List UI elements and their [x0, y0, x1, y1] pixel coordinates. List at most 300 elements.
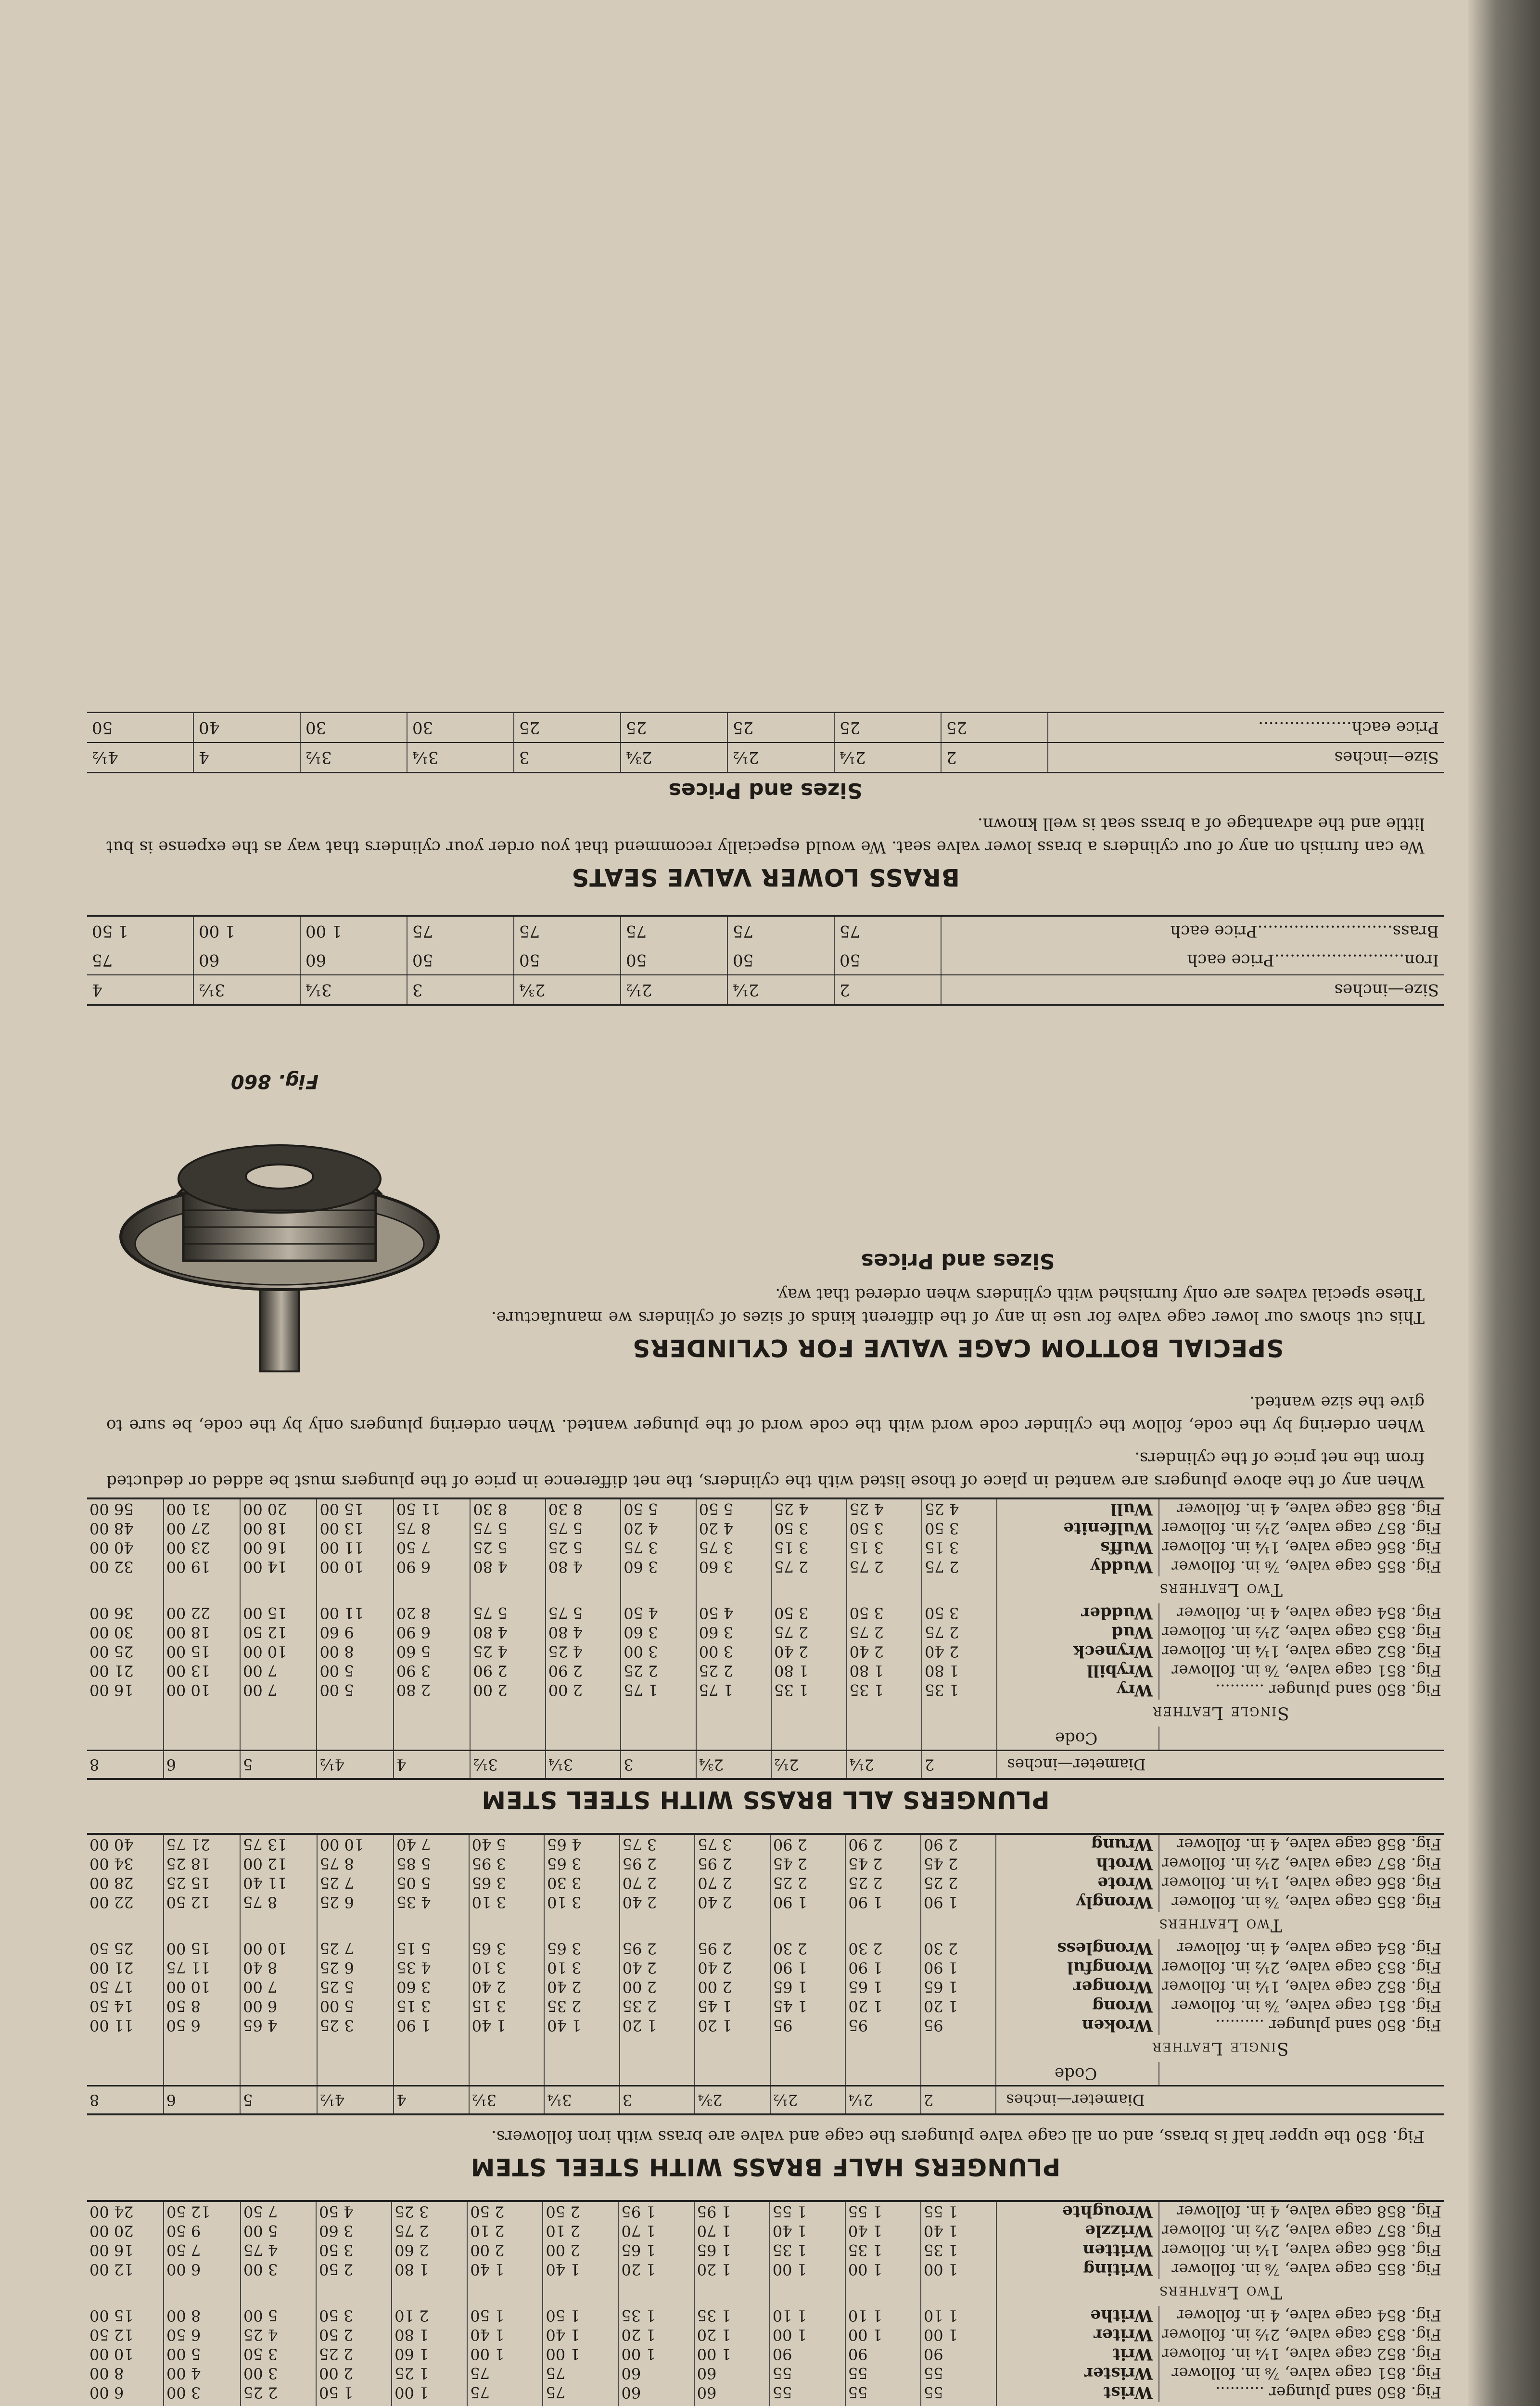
price-cell: 2 35: [620, 1996, 695, 2016]
price-cell: 3 50: [847, 1519, 922, 1538]
price-cell: 2 10: [467, 2221, 543, 2240]
table-row: [87, 1893, 1444, 1912]
price-cell: 7 50: [164, 2240, 241, 2260]
table-row: [87, 2201, 1444, 2221]
section-label: Single Leather: [1152, 1703, 1289, 1723]
price-cell: 1 50: [316, 2383, 392, 2402]
table-row: [87, 2364, 1444, 2383]
price-cell: 2 40: [695, 1958, 770, 1977]
blank-cell: [87, 2035, 164, 2062]
price-cell: 3 10: [469, 1893, 545, 1912]
price-cell: 1 45: [770, 1996, 846, 2016]
blank-cell: [317, 1576, 393, 1603]
price-cell: 13 00: [164, 1661, 240, 1680]
price-cell: 1 95: [694, 2201, 770, 2221]
blank-cell: [164, 1700, 240, 1727]
blank-cell: [394, 2035, 469, 2062]
price-cell: 2 40: [847, 1642, 922, 1661]
iron-price-table: [87, 2200, 1444, 2406]
price-cell: 50: [87, 713, 193, 743]
price-cell: 3 15: [922, 1538, 997, 1557]
code-header-row: [87, 1727, 1444, 1751]
blank-cell: [316, 2402, 392, 2406]
price-cell: 5 75: [546, 1519, 621, 1538]
half-brass-price-table: [87, 1833, 1444, 2115]
table-row: [87, 1642, 1444, 1661]
blank-cell: [922, 1576, 997, 1603]
table-row: [87, 2240, 1444, 2260]
page-content: [87, 712, 1444, 2406]
price-cell: 2 25: [621, 1661, 696, 1680]
price-cell: 2 25: [921, 1873, 996, 1893]
price-cell: 1 90: [394, 2016, 469, 2035]
price-cell: 5 15: [394, 1939, 469, 1958]
price-cell: 6 50: [164, 2325, 241, 2344]
diameter-col: 3½: [469, 2086, 545, 2115]
blank-cell: [847, 1576, 922, 1603]
blank-cell: [770, 2035, 846, 2062]
blank-cell: [164, 2402, 241, 2406]
blank-cell: [316, 2279, 392, 2306]
price-cell: 9 60: [317, 1623, 393, 1642]
price-cell: 55: [770, 2383, 845, 2402]
price-cell: 5 25: [317, 1977, 394, 1996]
price-cell: 1 00: [694, 2344, 770, 2364]
price-cell: 34 00: [87, 1854, 164, 1873]
price-cell: 8 50: [164, 1996, 241, 2016]
price-cell: 2 00: [467, 2240, 543, 2260]
price-cell: 1 40: [770, 2221, 845, 2240]
blank-cell: [394, 1700, 470, 1727]
price-cell: 1 20: [694, 2260, 770, 2279]
table-row: [87, 1623, 1444, 1642]
table-row: [87, 1498, 1444, 1519]
price-cell: 3 00: [696, 1642, 771, 1661]
diameter-label: Diameter—inches: [996, 2086, 1444, 2115]
all-brass-title: PLUNGERS ALL BRASS WITH STEEL STEM: [481, 1786, 1050, 1814]
price-cell: 25: [514, 713, 621, 743]
price-cell: 2 50: [543, 2201, 618, 2221]
price-cell: 2 50: [316, 2325, 392, 2344]
price-cell: 15 00: [317, 1498, 393, 1519]
price-cell: 2 45: [770, 1854, 846, 1873]
price-cell: 3 25: [392, 2201, 467, 2221]
price-cell: 4 25: [771, 1498, 846, 1519]
price-cell: 2 25: [770, 1873, 846, 1893]
diameter-col: 2¾: [695, 2086, 770, 2115]
price-cell: 10 00: [164, 1680, 240, 1700]
diameter-col: 2¼: [847, 1751, 922, 1779]
blank-cell: [695, 1912, 770, 1939]
blank-cell: [619, 2279, 694, 2306]
price-cell: 1 00: [467, 2344, 543, 2364]
table-row: [87, 2383, 1444, 2402]
price-cell: 3 50: [771, 1603, 846, 1623]
price-cell: 5 00: [164, 2344, 241, 2364]
price-cell: 10 00: [240, 1939, 317, 1958]
row-code-word: Writhe: [996, 2306, 1159, 2325]
price-cell: 5 25: [546, 1538, 621, 1557]
price-cell: 5 75: [470, 1519, 545, 1538]
price-cell: 60: [619, 2383, 694, 2402]
price-cell: 6 25: [317, 1893, 394, 1912]
price-cell: 8 30: [470, 1498, 545, 1519]
price-cell: 2 70: [620, 1873, 695, 1893]
iron-price-label: Iron.........................Price each: [1187, 950, 1439, 970]
diameter-col: 2¼: [845, 2086, 921, 2115]
code-header-row: [87, 2062, 1444, 2086]
price-cell: 3 50: [922, 1519, 997, 1538]
size-cell: 3½: [300, 742, 407, 773]
price-cell: 1 40: [467, 2325, 543, 2344]
price-cell: 75: [727, 916, 834, 946]
price-cell: 21 00: [87, 1661, 164, 1680]
diameter-col: 8: [87, 2086, 164, 2115]
diameter-col: 4½: [317, 2086, 394, 2115]
diameter-col: 3¼: [546, 1751, 621, 1779]
price-cell: 3 00: [241, 2364, 316, 2383]
row-description: Fig. 857 cage valve, 2½ in. follower: [1161, 1855, 1441, 1873]
price-cell: 50: [407, 946, 514, 975]
code-label: Code: [997, 1727, 1159, 1751]
price-cell: 18 25: [164, 1854, 241, 1873]
price-cell: 1 50: [543, 2306, 618, 2325]
row-description: Fig. 854 cage valve, 4 in. follower: [1176, 1604, 1441, 1622]
price-cell: 4 80: [470, 1557, 545, 1576]
section-row: [87, 1576, 1444, 1603]
table-row: [87, 1977, 1444, 1996]
blank-cell: [241, 2279, 316, 2306]
price-cell: 2 90: [845, 1834, 921, 1854]
price-cell: 55: [845, 2383, 921, 2402]
price-cell: 1 35: [847, 1680, 922, 1700]
price-cell: 2 40: [771, 1642, 846, 1661]
row-description: Fig. 852 cage valve, 1¼ in. follower: [1161, 1642, 1441, 1661]
blank-cell: [164, 1912, 241, 1939]
price-cell: 75: [543, 2383, 618, 2402]
price-cell: 4 50: [316, 2201, 392, 2221]
table-row: [87, 2016, 1444, 2035]
price-cell: 50: [514, 946, 621, 975]
blank-cell: [87, 2279, 164, 2306]
row-code-word: Wrote: [996, 1873, 1158, 1893]
price-cell: 2 40: [469, 1977, 545, 1996]
price-cell: 60: [300, 946, 407, 975]
price-cell: 1 70: [619, 2221, 694, 2240]
size-cell: 4½: [87, 742, 193, 773]
price-cell: 1 55: [770, 2201, 845, 2221]
price-cell: 6 90: [394, 1623, 470, 1642]
row-code-word: Wrung: [996, 1834, 1158, 1854]
cage-valve-illustration: [87, 1092, 462, 1381]
price-cell: 1 65: [770, 1977, 846, 1996]
price-cell: 3 10: [544, 1958, 620, 1977]
size-cell: 4: [193, 742, 300, 773]
price-cell: 2 75: [922, 1623, 997, 1642]
row-description: Fig. 856 cage valve, 1¼ in. follower: [1161, 2241, 1441, 2259]
price-cell: 12 50: [87, 2325, 164, 2344]
table-row: [87, 1519, 1444, 1538]
price-cell: 6 00: [164, 2260, 241, 2279]
blank-cell: [469, 2035, 545, 2062]
price-cell: 1 25: [392, 2364, 467, 2383]
price-cell: 5 00: [241, 2306, 316, 2325]
blank-cell: [394, 1576, 470, 1603]
diameter-label: Diameter—inches: [997, 1751, 1444, 1779]
price-cell: 7 25: [317, 1939, 394, 1958]
blank-cell: [771, 1727, 846, 1751]
price-cell: 2 00: [620, 1977, 695, 1996]
row-description: Fig. 850 sand plunger ..........: [1215, 2016, 1441, 2035]
row-code-word: Wrist: [996, 2383, 1159, 2402]
price-cell: 1 00: [770, 2260, 845, 2279]
price-cell: 27 00: [164, 1519, 240, 1538]
price-cell: 4 25: [922, 1498, 997, 1519]
price-cell: 5 00: [241, 2221, 316, 2240]
blank-cell: [771, 1576, 846, 1603]
price-cell: 36 00: [87, 1603, 164, 1623]
price-cell: 23 00: [164, 1538, 240, 1557]
price-cell: 22 00: [164, 1603, 240, 1623]
price-cell: 4 35: [394, 1893, 469, 1912]
price-cell: 1 70: [694, 2221, 770, 2240]
price-cell: 1 35: [845, 2240, 921, 2260]
blank-cell: [546, 1700, 621, 1727]
blank-cell: [467, 2279, 543, 2306]
price-cell: 2 30: [921, 1939, 996, 1958]
section-label: Two Leathers: [1158, 2282, 1283, 2303]
price-cell: 75: [407, 916, 514, 946]
price-cell: 3 60: [621, 1623, 696, 1642]
price-cell: 4 20: [696, 1519, 771, 1538]
price-cell: 1 00: [300, 916, 407, 946]
diameter-col: 8: [87, 1751, 164, 1779]
price-cell: 1 80: [922, 1661, 997, 1680]
size-cell: 2¾: [621, 742, 727, 773]
price-cell: 6 50: [164, 2016, 241, 2035]
price-cell: 18 00: [164, 1623, 240, 1642]
price-cell: 3 25: [317, 2016, 394, 2035]
price-cell: 2 25: [696, 1661, 771, 1680]
price-cell: 1 65: [694, 2240, 770, 2260]
price-cell: 4 80: [470, 1623, 545, 1642]
row-description: Fig. 851 cage valve, ⅞ in. follower: [1171, 1997, 1441, 2015]
row-description: Fig. 855 cage valve, ⅞ in. follower: [1171, 2260, 1441, 2278]
price-cell: 2 75: [922, 1557, 997, 1576]
price-cell: 1 40: [543, 2325, 618, 2344]
price-cell: 1 00: [619, 2344, 694, 2364]
row-description: Fig. 853 cage valve, 2½ in. follower: [1161, 1958, 1441, 1977]
blank-cell: [87, 1727, 164, 1751]
table-row: [87, 1996, 1444, 2016]
price-cell: 50: [727, 946, 834, 975]
size-cell: 2½: [621, 975, 727, 1005]
price-cell: 4 25: [847, 1498, 922, 1519]
price-cell: 1 10: [845, 2306, 921, 2325]
price-cell: 5 25: [470, 1538, 545, 1557]
diameter-col: 2½: [771, 1751, 846, 1779]
valve-sizes-title: Sizes and Prices: [861, 1249, 1055, 1273]
price-cell: 1 40: [467, 2260, 543, 2279]
price-cell: 3 15: [771, 1538, 846, 1557]
blank-cell: [845, 2062, 921, 2086]
blank-cell: [921, 2279, 996, 2306]
table-row: [87, 1854, 1444, 1873]
price-cell: 18 00: [240, 1519, 317, 1538]
row-code-word: Wrong: [996, 1996, 1158, 2016]
price-cell: 3 60: [621, 1557, 696, 1576]
price-cell: 4 25: [470, 1642, 545, 1661]
price-cell: 2 60: [392, 2240, 467, 2260]
price-cell: 1 35: [922, 1680, 997, 1700]
seats-sizes-table: [87, 712, 1444, 773]
price-cell: 19 00: [164, 1557, 240, 1576]
price-cell: 5 85: [394, 1854, 469, 1873]
price-cell: 5 05: [394, 1873, 469, 1893]
price-cell: 75: [87, 946, 193, 975]
price-cell: 1 90: [921, 1893, 996, 1912]
row-description: Fig. 855 cage valve, ⅞ in. follower: [1171, 1893, 1441, 1911]
diameter-col: 2: [921, 2086, 996, 2115]
row-description: Fig. 853 cage valve, 2½ in. follower: [1161, 1623, 1441, 1641]
blank-cell: [87, 2402, 164, 2406]
price-cell: 11 00: [317, 1538, 393, 1557]
valve-figure: [87, 1015, 462, 1381]
table-row: [87, 1873, 1444, 1893]
size-cell: 2¼: [727, 975, 834, 1005]
size-cell: 3: [514, 742, 621, 773]
price-cell: 2 40: [620, 1958, 695, 1977]
price-cell: 5 75: [470, 1603, 545, 1623]
price-cell: 2 40: [620, 1893, 695, 1912]
row-code-word: Wroughte: [996, 2201, 1159, 2221]
table-row: [87, 1939, 1444, 1958]
row-code-word: Writer: [996, 2325, 1159, 2344]
table-row: [87, 2306, 1444, 2325]
blank-cell: [620, 1912, 695, 1939]
table-row: [87, 2221, 1444, 2240]
blank-cell: [620, 2062, 695, 2086]
row-description: Fig. 852 cage valve, 1¼ in. follower: [1161, 1978, 1441, 1996]
price-cell: 1 65: [619, 2240, 694, 2260]
price-cell: 4 25: [241, 2325, 316, 2344]
row-code-word: Wrister: [996, 2364, 1159, 2383]
price-cell: 5 00: [317, 1661, 393, 1680]
price-cell: 8 75: [240, 1893, 317, 1912]
row-code-word: Wronger: [996, 1977, 1158, 1996]
seats-description: We can furnish on any of our cylinders a brass lower valve seat. We would especially recommend that you order your cylinders that way as the expense is but little and the advantage of a brass seat is well known.: [106, 814, 1425, 857]
blank-cell: [845, 1912, 921, 1939]
blank-cell: [845, 2035, 921, 2062]
diameter-col: 2½: [770, 2086, 846, 2115]
price-cell: 5 50: [696, 1498, 771, 1519]
price-cell: 4 35: [394, 1958, 469, 1977]
blank-cell: [695, 2035, 770, 2062]
price-cell: 2 70: [695, 1873, 770, 1893]
price-cell: 4 00: [164, 2364, 241, 2383]
row-description: Fig. 850 sand plunger ..........: [1215, 1681, 1441, 1699]
price-cell: 14 00: [240, 1557, 317, 1576]
special-valve-description: This cut shows our lower cage valve for use in any of the different kinds of sizes of cylinders we manufacture. These special valves are only furnished with cylinders when ordered that way.: [491, 1285, 1425, 1327]
price-cell: 3 00: [241, 2260, 316, 2279]
price-cell: 5 00: [317, 1996, 394, 2016]
diameter-col: 5: [240, 2086, 317, 2115]
size-cell: 3¼: [300, 975, 407, 1005]
price-cell: 4 80: [546, 1557, 621, 1576]
price-cell: 1 55: [845, 2201, 921, 2221]
blank-cell: [770, 2279, 845, 2306]
price-cell: 11 00: [87, 2016, 164, 2035]
price-cell: 75: [621, 916, 727, 946]
price-cell: 1 00: [921, 2325, 996, 2344]
price-cell: 55: [921, 2364, 996, 2383]
price-cell: 8 75: [317, 1854, 394, 1873]
blank-cell: [240, 1912, 317, 1939]
price-cell: 1 10: [770, 2306, 845, 2325]
blank-cell: [240, 1727, 317, 1751]
price-cell: 6 90: [394, 1557, 470, 1576]
price-cell: 3 60: [696, 1623, 771, 1642]
price-cell: 90: [845, 2344, 921, 2364]
price-cell: 6 00: [87, 2383, 164, 2402]
row-code-word: Wroth: [996, 1854, 1158, 1873]
half-brass-note: Fig. 850 the upper half is brass, and on all cage valve plungers the cage and valve are brass with iron followers.: [491, 2127, 1425, 2146]
row-code-word: Wroken: [996, 2016, 1158, 2035]
price-cell: 2 00: [470, 1680, 545, 1700]
price-cell: 12 00: [240, 1854, 317, 1873]
row-code-word: Wud: [997, 1623, 1159, 1642]
row-description: Fig. 858 cage valve, 4 in. follower: [1159, 2201, 1444, 2221]
price-cell: 1 20: [619, 2325, 694, 2344]
blank-cell: [771, 1700, 846, 1727]
price-cell: 1 00: [193, 916, 300, 946]
price-cell: 95: [845, 2016, 921, 2035]
price-cell: 1 20: [694, 2325, 770, 2344]
size-cell: 4: [87, 975, 193, 1005]
blank-cell: [770, 2062, 846, 2086]
row-code-word: Wuffs: [997, 1538, 1159, 1557]
price-cell: 3 60: [696, 1557, 771, 1576]
section-row: [87, 1912, 1444, 1939]
row-description: Fig. 857 cage valve, 2½ in. follower: [1161, 1519, 1441, 1537]
price-cell: 7 50: [241, 2201, 316, 2221]
size-cell: 2½: [727, 742, 834, 773]
price-cell: 55: [770, 2364, 845, 2383]
price-cell: 11 40: [240, 1873, 317, 1893]
blank-cell: [392, 2279, 467, 2306]
size-cell: 3¼: [407, 742, 514, 773]
price-cell: 13 75: [240, 1834, 317, 1854]
row-code-word: Wull: [997, 1498, 1159, 1519]
price-cell: 11 50: [394, 1498, 470, 1519]
row-description: Fig. 856 cage valve, 1¼ in. follower: [1161, 1538, 1441, 1557]
price-cell: 2 90: [546, 1661, 621, 1680]
price-cell: 1 80: [392, 2325, 467, 2344]
price-cell: 14 50: [87, 1996, 164, 2016]
row-description: Fig. 854 cage valve, 4 in. follower: [1176, 2306, 1441, 2325]
price-cell: 3 65: [469, 1873, 545, 1893]
row-description: Fig. 851 cage valve, ⅞ in. follower: [1171, 2364, 1441, 2382]
blank-cell: [921, 2035, 996, 2062]
price-cell: 40: [193, 713, 300, 743]
price-cell: 16 00: [240, 1538, 317, 1557]
code-label: Code: [996, 2062, 1158, 2086]
price-cell: 1 00: [921, 2260, 996, 2279]
price-cell: 7 00: [240, 1661, 317, 1680]
row-description: Fig. 853 cage valve, 2½ in. follower: [1161, 2326, 1441, 2344]
brass-price-label: Brass..........................Price each: [941, 916, 1444, 946]
blank-cell: [317, 1700, 393, 1727]
